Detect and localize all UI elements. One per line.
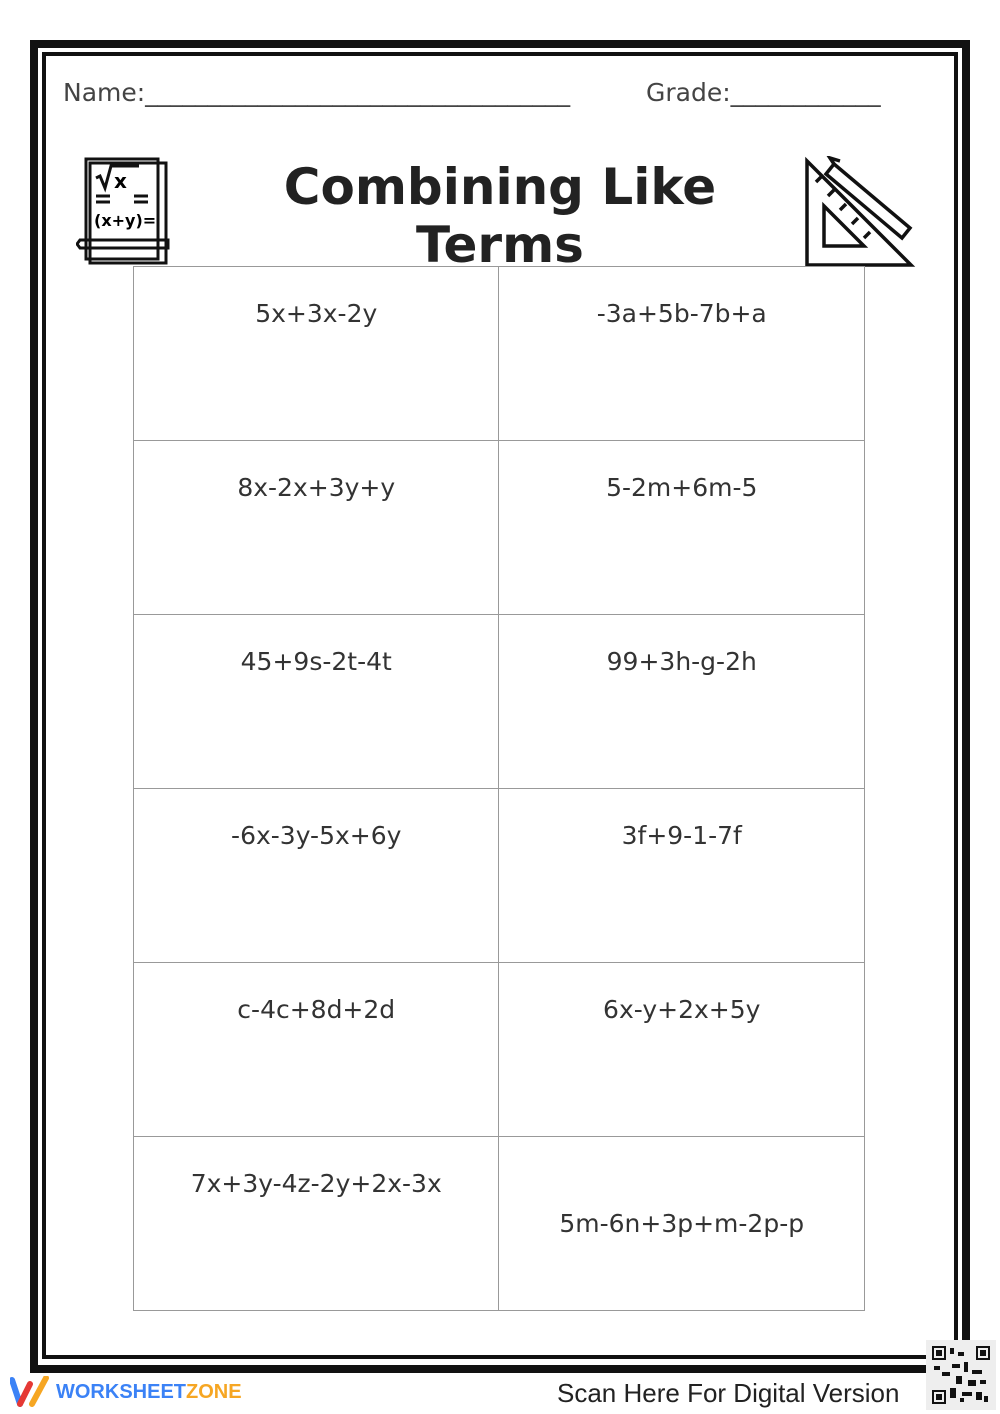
problem-cell[interactable]: 5x+3x-2y [134,267,499,441]
problem-row [134,441,865,615]
problems-table [133,266,865,1311]
problem-row [134,963,865,1137]
problem-cell[interactable]: -6x-3y-5x+6y [134,789,499,963]
qr-code[interactable] [926,1340,996,1410]
problem-cell[interactable]: 3f+9-1-7f [499,789,865,963]
brand-text-b: ZONE [186,1380,242,1403]
svg-text:(x+y)=: (x+y)= [94,211,157,230]
problem-cell[interactable]: 5m-6n+3p+m-2p-p [499,1137,865,1311]
problem-cell[interactable]: 99+3h-g-2h [499,615,865,789]
ruler-pencil-icon [804,156,916,268]
problem-cell[interactable]: -3a+5b-7b+a [499,267,865,441]
scan-text: Scan Here For Digital Version [557,1378,900,1408]
problem-cell[interactable]: 6x-y+2x+5y [499,963,865,1137]
svg-text:x: x [114,169,127,193]
problem-row [134,267,865,441]
problem-row [134,789,865,963]
logo-w-icon [10,1376,50,1408]
brand-text-a: WORKSHEET [56,1380,186,1403]
problem-cell[interactable]: 7x+3y-4z-2y+2x-3x [134,1137,499,1311]
problem-cell[interactable]: 45+9s-2t-4t [134,615,499,789]
grade-field[interactable]: Grade:____________ [646,78,881,107]
page-title: Combining Like Terms [283,158,717,274]
math-book-icon [76,156,174,268]
problem-cell[interactable]: c-4c+8d+2d [134,963,499,1137]
problem-cell[interactable]: 8x-2x+3y+y [134,441,499,615]
problem-cell[interactable]: 5-2m+6m-5 [499,441,865,615]
problem-row [134,615,865,789]
problem-row [134,1137,865,1311]
worksheetzone-logo [10,1376,242,1408]
name-field[interactable]: Name:__________________________________ [63,78,571,107]
qr-code-icon [932,1346,990,1404]
